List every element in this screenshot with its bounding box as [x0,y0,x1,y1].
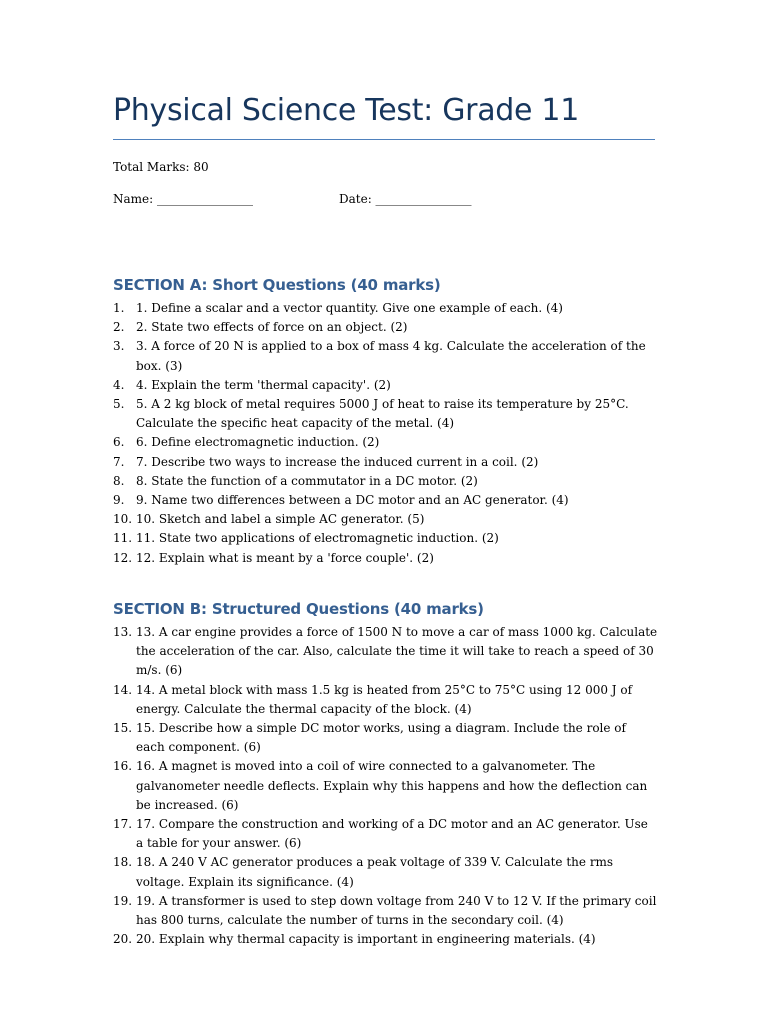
question-number: 19. [113,893,133,908]
question-item [113,337,658,375]
question-text: 16. A magnet is moved into a coil of wire connected to a galvanometer. The galvanometer needle deflects. Explain why this happens and how the deflection can be increased. (6) [136,759,648,812]
section-b-heading: SECTION B: Structured Questions (40 marks) [113,600,484,618]
question-item [113,510,658,529]
question-text: 5. A 2 kg block of metal requires 5000 J of heat to raise its temperature by 25°C. Calculate the specific heat capacity of the metal. (4) [136,397,629,431]
question-number: 15. [113,721,133,736]
question-item [113,892,658,930]
question-item [113,549,658,568]
question-text: 2. State two effects of force on an object. (2) [136,320,408,335]
question-number: 14. [113,682,133,697]
question-text: 18. A 240 V AC generator produces a peak voltage of 339 V. Calculate the rms voltage. Explain its significance. (4) [136,855,614,889]
question-number: 16. [113,759,133,774]
document-title: Physical Science Test: Grade 11 [113,93,579,128]
question-item [113,491,658,510]
question-item [113,930,658,949]
question-item [113,376,658,395]
question-item [113,815,658,853]
total-marks: Total Marks: 80 [113,160,209,174]
section-a-question-list [113,299,658,568]
question-number: 7. [113,454,125,469]
question-number: 10. [113,512,133,527]
question-text: 20. Explain why thermal capacity is important in engineering materials. (4) [136,932,596,947]
question-text: 3. A force of 20 N is applied to a box of mass 4 kg. Calculate the acceleration of the box. (3) [136,339,646,373]
question-number: 3. [113,339,125,354]
question-number: 9. [113,493,125,508]
question-text: 1. Define a scalar and a vector quantity. Give one example of each. (4) [136,301,563,315]
question-text: 17. Compare the construction and working of a DC motor and an AC generator. Use a table for your answer. (6) [136,817,648,851]
question-number: 1. [113,301,125,315]
question-item [113,299,658,318]
question-number: 13. [113,625,133,639]
question-number: 5. [113,397,125,412]
title-underline [113,139,655,140]
question-text: 14. A metal block with mass 1.5 kg is heated from 25°C to 75°C using 12 000 J of energy. Calculate the thermal capacity of the block. (4) [136,682,633,716]
question-item [113,757,658,815]
question-text: 7. Describe two ways to increase the induced current in a coil. (2) [136,454,539,469]
question-text: 8. State the function of a commutator in a DC motor. (2) [136,473,478,488]
question-number: 20. [113,932,133,947]
question-item [113,395,658,433]
section-a-heading: SECTION A: Short Questions (40 marks) [113,276,441,294]
question-number: 11. [113,531,133,546]
question-text: 9. Name two differences between a DC motor and an AC generator. (4) [136,493,569,508]
question-item [113,681,658,719]
question-text: 19. A transformer is used to step down voltage from 240 V to 12 V. If the primary coil has 800 turns, calculate the number of turns in the secondary coil. (4) [136,893,657,928]
question-text: 13. A car engine provides a force of 1500 N to move a car of mass 1000 kg. Calculate the acceleration of the car. Also, calculate the time it will take to reach a speed of 30 m/s. (6) [136,625,658,678]
question-item [113,318,658,337]
section-b-question-list [113,623,658,949]
question-text: 12. Explain what is meant by a 'force couple'. (2) [136,550,434,565]
name-field: Name: ________________ [113,192,253,206]
question-text: 10. Sketch and label a simple AC generator. (5) [136,512,425,527]
question-item [113,453,658,472]
question-item [113,853,658,891]
question-item [113,529,658,548]
question-number: 2. [113,320,125,335]
question-item [113,719,658,757]
question-text: 15. Describe how a simple DC motor works, using a diagram. Include the role of each component. (6) [136,721,626,755]
question-number: 6. [113,435,125,450]
question-text: 6. Define electromagnetic induction. (2) [136,435,380,450]
question-number: 4. [113,377,125,392]
question-item [113,623,658,681]
question-number: 12. [113,550,133,565]
question-number: 8. [113,473,125,488]
question-number: 17. [113,817,133,832]
question-item [113,472,658,491]
question-text: 4. Explain the term 'thermal capacity'. (2) [136,377,391,392]
question-item [113,433,658,452]
date-field: Date: ________________ [339,192,472,206]
question-text: 11. State two applications of electromagnetic induction. (2) [136,531,499,546]
question-number: 18. [113,855,133,870]
